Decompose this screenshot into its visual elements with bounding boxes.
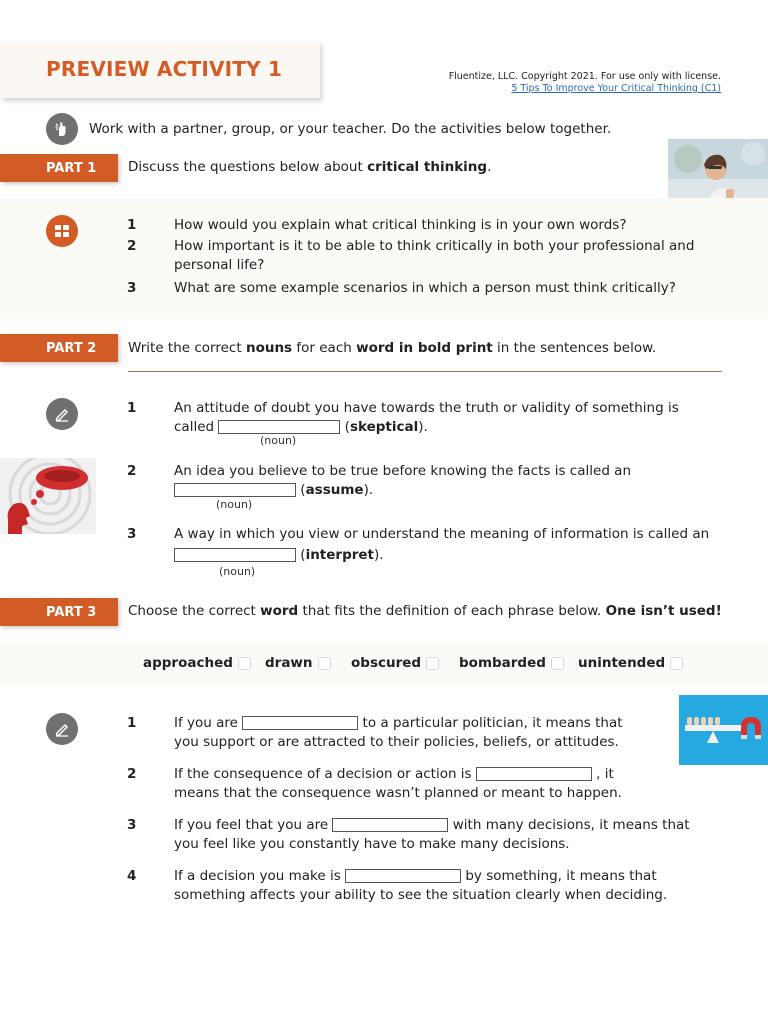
word-bank-checkbox[interactable] (318, 657, 331, 670)
part2-q2-noun-label: (noun) (216, 498, 253, 511)
source-link[interactable]: 5 Tips To Improve Your Critical Thinking (C1) (511, 83, 721, 94)
word-bank-label: bombarded (459, 655, 546, 671)
part3-q4-pre: If a decision you make is (174, 868, 346, 884)
part2-q3-line2: (interpret). (174, 546, 384, 565)
part2-q2-answer-field[interactable] (174, 483, 296, 497)
part3-instr-bold1: word (260, 603, 299, 619)
part3-q2-line1 (174, 765, 614, 784)
part3-q1-pre: If you are (174, 715, 243, 731)
word-bank-checkbox[interactable] (238, 657, 251, 670)
part2-q2-line1: An idea you believe to be true before knowing the facts is called an (174, 463, 632, 479)
part3-instr-bold2: One isn’t used! (605, 603, 722, 619)
discussion-icon (46, 215, 78, 247)
pencil-icon (46, 713, 78, 745)
word-bank-item[interactable] (351, 655, 439, 671)
part2-q2-word: assume (305, 482, 364, 498)
part3-instr-text2: that fits the definition of each phrase below. (298, 603, 606, 619)
part3-q4-number: 4 (127, 868, 137, 884)
word-bank-label: drawn (265, 655, 313, 671)
part3-q3-line1 (174, 816, 690, 835)
part2-q1-number: 1 (127, 400, 137, 416)
copyright-block (449, 71, 721, 95)
word-bank-label: unintended (578, 655, 666, 671)
part3-q1-line2: you support or are attracted to their policies, beliefs, or attitudes. (174, 734, 619, 750)
part3-q2-post: , it (591, 766, 614, 782)
part2-instr-bold1: nouns (245, 340, 293, 356)
word-bank-item[interactable] (578, 655, 683, 671)
word-bank-checkbox[interactable] (426, 657, 439, 670)
part3-q3-post: with many decisions, it means that (448, 817, 690, 833)
part3-tab (0, 598, 118, 626)
part1-q1-text: How would you explain what critical thinking is in your own words? (174, 217, 627, 233)
hand-raise-icon (46, 113, 78, 145)
part3-q1-number: 1 (127, 715, 137, 731)
word-bank-label: approached (143, 655, 233, 671)
divider-line (128, 371, 722, 372)
part3-q1-post: to a particular politician, it means that (358, 715, 623, 731)
part2-q3-number: 3 (127, 526, 137, 542)
part2-q1-answer-field[interactable] (218, 420, 340, 434)
part1-q3-text: What are some example scenarios in which a person must think critically? (174, 280, 676, 296)
part2-q3-word: interpret (305, 547, 374, 563)
part3-q4-line2: something affects your ability to see the situation clearly when deciding. (174, 887, 668, 903)
part2-q1-pre: called (174, 419, 219, 435)
part2-instr-text3: in the sentences below. (492, 340, 657, 356)
part2-q1-line1: An attitude of doubt you have towards the truth or validity of something is (174, 400, 679, 416)
page-title: PREVIEW ACTIVITY 1 (46, 57, 283, 81)
part2-instr-bold2: word in bold print (356, 340, 493, 356)
magnet-people-image (679, 695, 768, 765)
word-bank-label: obscured (351, 655, 422, 671)
part3-q1-line1 (174, 714, 623, 733)
part3-q4-post: by something, it means that (461, 868, 657, 884)
copyright-text: Fluentize, LLC. Copyright 2021. For use only with license. (448, 71, 721, 82)
part3-q3-line2: you feel like you constantly have to make many decisions. (174, 836, 570, 852)
part2-q3-noun-label: (noun) (219, 565, 256, 578)
part1-tab-label: PART 1 (46, 160, 97, 176)
word-bank-checkbox[interactable] (551, 657, 564, 670)
part1-tab (0, 154, 118, 182)
part3-q2-number: 2 (127, 766, 137, 782)
part2-tab (0, 334, 118, 362)
part1-q1-number: 1 (127, 217, 137, 233)
part2-q1-line2: called (skeptical). (174, 419, 428, 435)
pencil-icon (46, 398, 78, 430)
part2-instr-text1: Write the correct (128, 340, 246, 356)
part1-instr-text: Discuss the questions below about (128, 159, 368, 175)
part3-q3-pre: If you feel that you are (174, 817, 333, 833)
part3-tab-label: PART 3 (46, 604, 97, 620)
part3-q2-answer-field[interactable] (476, 767, 592, 781)
part1-instr-bold: critical thinking (367, 159, 488, 175)
part1-q2-number: 2 (127, 238, 137, 254)
part1-instr-end: . (487, 159, 492, 175)
part3-instruction (128, 603, 722, 619)
part2-tab-label: PART 2 (46, 340, 97, 356)
part2-instruction (128, 340, 656, 356)
part3-q4-answer-field[interactable] (345, 869, 461, 883)
part3-q2-pre: If the consequence of a decision or action is (174, 766, 476, 782)
word-bank-item[interactable] (143, 655, 251, 671)
word-bank-checkbox[interactable] (670, 657, 683, 670)
part2-q3-answer-field[interactable] (174, 548, 296, 562)
word-bank-item[interactable] (265, 655, 331, 671)
part2-q1-word: skeptical (349, 419, 419, 435)
part1-q2-text: How important is it to be able to think critically in both your professional and personal life? (174, 238, 695, 273)
part1-instruction (128, 159, 491, 175)
part3-q1-answer-field[interactable] (242, 716, 358, 730)
part2-q1-noun-label: (noun) (260, 434, 297, 447)
part3-instr-text1: Choose the correct (128, 603, 261, 619)
part2-q2-number: 2 (127, 463, 137, 479)
part2-instr-text2: for each (292, 340, 357, 356)
part2-q3-line1: A way in which you view or understand the meaning of information is called an (174, 526, 710, 542)
part1-q3-number: 3 (127, 280, 137, 296)
intro-instruction: Work with a partner, group, or your teacher. Do the activities below together. (89, 121, 612, 137)
part3-q2-line2: means that the consequence wasn’t planned or meant to happen. (174, 785, 622, 801)
part3-q4-line1 (174, 867, 657, 886)
part3-q3-answer-field[interactable] (332, 818, 448, 832)
part3-q3-number: 3 (127, 817, 137, 833)
part2-q2-line2: (assume). (174, 481, 373, 500)
thinking-head-image (0, 458, 96, 534)
word-bank-item[interactable] (459, 655, 564, 671)
